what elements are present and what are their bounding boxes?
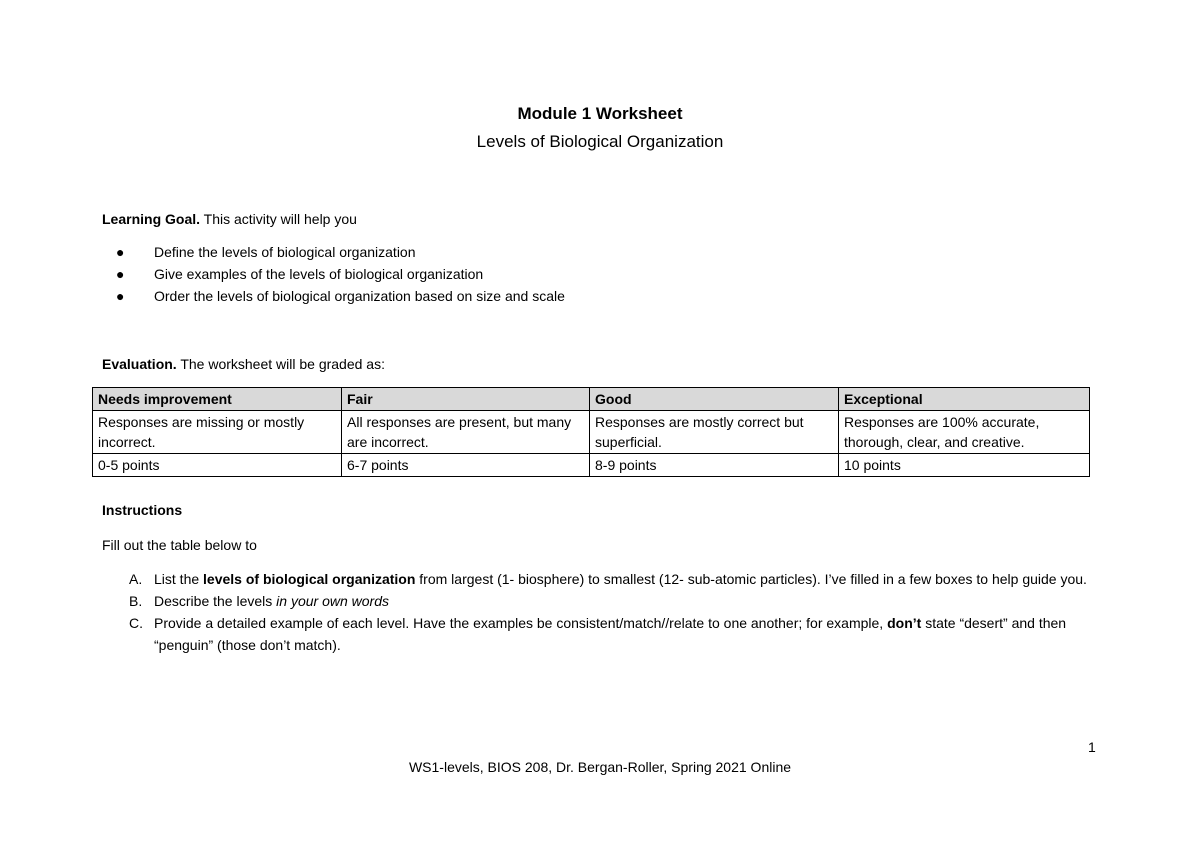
header-cell: Fair [342,388,590,411]
table-cell: 10 points [839,454,1090,477]
bullet-icon: ● [116,266,125,282]
table-header-row [93,388,1090,411]
page-footer: WS1-levels, BIOS 208, Dr. Bergan-Roller, Spring 2021 Online [408,759,792,775]
instructions-list [102,568,1092,656]
instructions-heading: Instructions [102,502,183,518]
list-marker: C. [129,615,143,631]
page-subtitle: Levels of Biological Organization [476,132,724,151]
instruction-text: Provide a detailed example of each level. Have the examples be consistent/match//relate to one another; for example, [154,615,888,631]
bullet-icon: ● [116,244,125,260]
list-marker: A. [129,571,143,587]
header-cell: Good [590,388,839,411]
page-number: 1 [1088,739,1096,755]
learning-goal-text: This activity will help you [200,211,357,227]
learning-goal-label: Learning Goal. [102,211,201,227]
instruction-emphasis: in your own words [276,593,389,609]
instruction-text: Describe the levels [154,593,277,609]
instruction-emphasis: don’t [887,615,922,631]
goal-text: Order the levels of biological organization based on size and scale [154,288,565,304]
list-item [102,242,565,264]
learning-goal-paragraph [102,211,357,227]
table-cell: Responses are mostly correct but superficial. [590,411,839,454]
instruction-text: state “desert” and then “penguin” (those don’t match). [154,615,1067,653]
list-item [102,568,1092,590]
list-item [102,286,565,308]
table-row [93,454,1090,477]
page-title: Module 1 Worksheet [517,104,683,123]
list-item [102,264,565,286]
table-cell: All responses are present, but many are incorrect. [342,411,590,454]
table-row [93,411,1090,454]
bullet-icon: ● [116,288,125,304]
instruction-emphasis: levels of biological organization [203,571,416,587]
learning-goals-list [102,242,565,308]
list-marker: B. [129,593,143,609]
instruction-text: from largest (1- biosphere) to smallest (12- sub-atomic particles). I’ve filled in a few boxes to help guide you. [415,571,1087,587]
instructions-intro: Fill out the table below to [102,537,257,553]
header-cell: Needs improvement [93,388,342,411]
table-cell: 0-5 points [93,454,342,477]
table-cell: 6-7 points [342,454,590,477]
rubric-table [92,387,1090,477]
table-cell: Responses are 100% accurate, thorough, clear, and creative. [839,411,1090,454]
evaluation-text: The worksheet will be graded as: [176,356,385,372]
list-item [102,612,1092,656]
goal-text: Define the levels of biological organization [154,244,416,260]
evaluation-paragraph [102,356,385,372]
header-cell: Exceptional [839,388,1090,411]
table-cell: 8-9 points [590,454,839,477]
list-item [102,590,1092,612]
goal-text: Give examples of the levels of biological organization [154,266,484,282]
evaluation-label: Evaluation. [102,356,177,372]
table-cell: Responses are missing or mostly incorrect. [93,411,342,454]
instruction-text: List the [154,571,204,587]
